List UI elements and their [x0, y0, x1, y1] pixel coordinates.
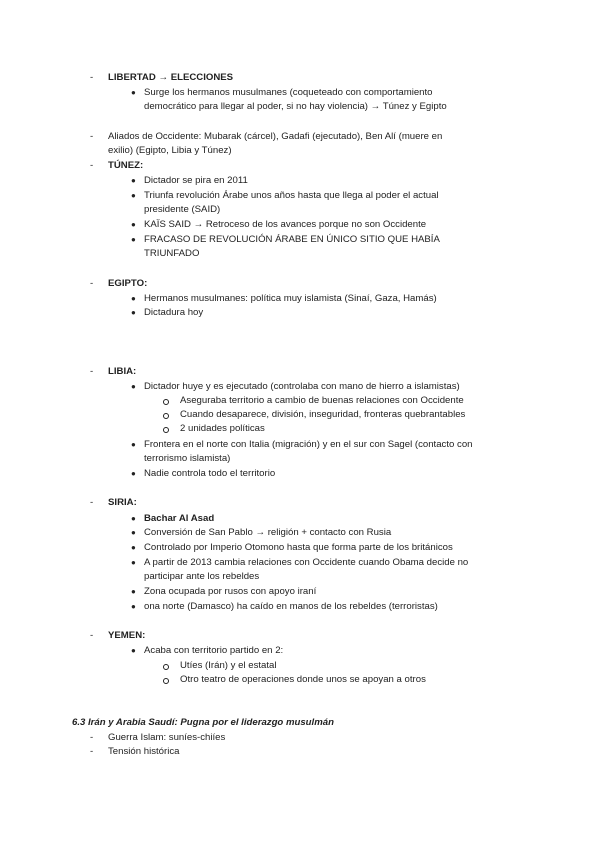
libia-bullet-2-line-2: terrorismo islamista) [144, 453, 231, 464]
libertad-bullet-1-line-2: democrático para llegar al poder, si no hay violencia) → Túnez y Egipto [144, 101, 447, 112]
siria-bullet-4-line-1: A partir de 2013 cambia relaciones con Occidente cuando Obama decide no [144, 557, 469, 568]
heading-libertad: LIBERTAD → ELECCIONES [108, 72, 234, 83]
heading-siria: SIRIA: [108, 497, 137, 508]
siria-bullet-3: Controlado por Imperio Otomono hasta que forma parte de los británicos [144, 542, 453, 553]
libia-bullet-2-line-1: Frontera en el norte con Italia (migración) y en el sur con Sagel (contacto con [144, 439, 473, 450]
libertad-bullet-1-line-1: Surge los hermanos musulmanes (coqueteado con comportamiento [144, 87, 433, 98]
heading-egipto: EGIPTO: [108, 278, 148, 289]
bullet-marker: ● [131, 294, 136, 303]
heading-libia: LIBIA: [108, 366, 137, 377]
siria-bullet-1: Bachar Al Asad [144, 513, 215, 524]
dash-marker: - [90, 72, 94, 83]
bullet-marker: ● [131, 528, 136, 537]
bullet-marker: ● [131, 543, 136, 552]
section-6-3-item-1: Guerra Islam: suníes-chiíes [108, 732, 226, 743]
bullet-marker: ● [131, 587, 136, 596]
bullet-marker: ● [131, 646, 136, 655]
tunez-bullet-4-line-1: FRACASO DE REVOLUCIÓN ÁRABE EN ÚNICO SITIO QUE HABÍA [144, 234, 440, 245]
yemen-sub-2: Otro teatro de operaciones donde unos se apoyan a otros [180, 674, 426, 685]
libia-bullet-1: Dictador huye y es ejecutado (controlaba con mano de hierro a islamistas) [144, 381, 460, 392]
sub-bullet-marker [163, 399, 169, 405]
bullet-marker: ● [131, 235, 136, 244]
tunez-bullet-3: KAÏS SAID → Retroceso de los avances porque no son Occidente [144, 219, 427, 230]
egipto-bullet-1: Hermanos musulmanes: política muy islamista (Sinaí, Gaza, Hamás) [144, 293, 437, 304]
siria-bullet-6: ona norte (Damasco) ha caído en manos de los rebeldes (terroristas) [144, 601, 438, 612]
dash-marker: - [90, 732, 94, 743]
siria-bullet-5: Zona ocupada por rusos con apoyo iraní [144, 586, 317, 597]
bullet-marker: ● [131, 308, 136, 317]
sub-bullet-marker [163, 664, 169, 670]
dash-marker: - [90, 497, 94, 508]
bullet-marker: ● [131, 602, 136, 611]
libia-sub-1: Aseguraba territorio a cambio de buenas relaciones con Occidente [180, 395, 464, 406]
bullet-marker: ● [131, 514, 136, 523]
bullet-marker: ● [131, 176, 136, 185]
bullet-marker: ● [131, 440, 136, 449]
tunez-bullet-2-line-1: Triunfa revolución Árabe unos años hasta que llega al poder el actual [144, 190, 439, 201]
siria-bullet-4-line-2: participar ante los rebeldes [144, 571, 260, 582]
siria-bullet-2: Conversión de San Pablo → religión + contacto con Rusia [144, 527, 392, 538]
libia-bullet-3: Nadie controla todo el territorio [144, 468, 276, 479]
tunez-bullet-1: Dictador se pira en 2011 [144, 175, 248, 186]
bullet-marker: ● [131, 220, 136, 229]
dash-marker: - [90, 746, 94, 757]
bullet-marker: ● [131, 382, 136, 391]
heading-yemen: YEMEN: [108, 630, 146, 641]
libia-sub-3: 2 unidades políticas [180, 423, 265, 434]
dash-marker: - [90, 131, 94, 142]
aliados-line-2: exilio) (Egipto, Libia y Túnez) [108, 145, 232, 156]
bullet-marker: ● [131, 88, 136, 97]
sub-bullet-marker [163, 413, 169, 419]
dash-marker: - [90, 160, 94, 171]
section-heading-6-3: 6.3 Irán y Arabia Saudí: Pugna por el liderazgo musulmán [72, 717, 334, 728]
yemen-sub-1: Utíes (Irán) y el estatal [180, 660, 277, 671]
bullet-marker: ● [131, 558, 136, 567]
dash-marker: - [90, 630, 94, 641]
sub-bullet-marker [163, 678, 169, 684]
egipto-bullet-2: Dictadura hoy [144, 307, 204, 318]
dash-marker: - [90, 366, 94, 377]
aliados-line-1: Aliados de Occidente: Mubarak (cárcel), Gadafi (ejecutado), Ben Alí (muere en [108, 131, 443, 142]
bullet-marker: ● [131, 191, 136, 200]
section-6-3-item-2: Tensión histórica [108, 746, 180, 757]
yemen-bullet-1: Acaba con territorio partido en 2: [144, 645, 284, 656]
dash-marker: - [90, 278, 94, 289]
libia-sub-2: Cuando desaparece, división, inseguridad, fronteras quebrantables [180, 409, 466, 420]
tunez-bullet-2-line-2: presidente (SAID) [144, 204, 221, 215]
heading-tunez: TÚNEZ: [108, 160, 144, 171]
tunez-bullet-4-line-2: TRIUNFADO [144, 248, 200, 259]
bullet-marker: ● [131, 469, 136, 478]
sub-bullet-marker [163, 427, 169, 433]
